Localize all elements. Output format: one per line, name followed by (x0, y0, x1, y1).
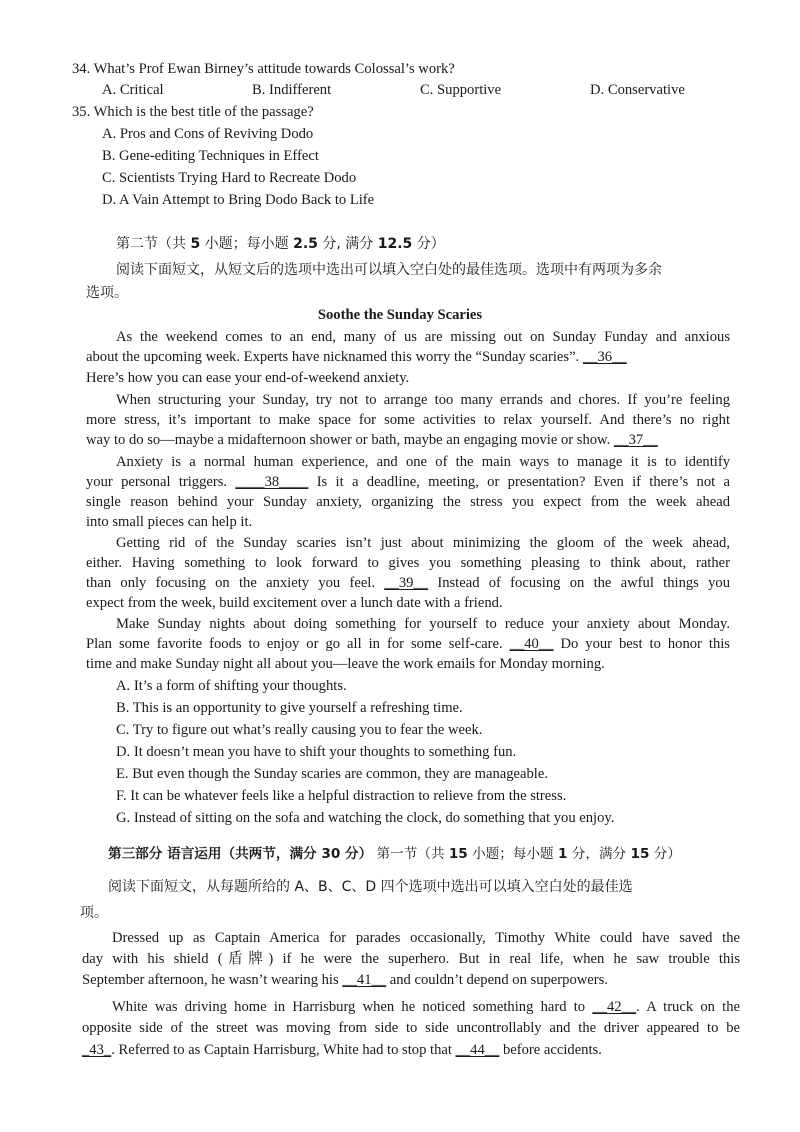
section2-header: 第二节（共 5 小题；每小题 2.5 分, 满分 12.5 分） (116, 236, 445, 252)
blank-43: _43_ (82, 1042, 112, 1058)
passage-p3-line1: Anxiety is a normal human experience, and one of the main ways to manage it is to identify (116, 454, 730, 470)
blank-38: ____38____ (235, 474, 309, 490)
q35-stem: 35. Which is the best title of the passage? (72, 104, 314, 120)
passage-p1-line2: about the upcoming week. Experts have nicknamed this worry the “Sunday scaries”. __36__ (86, 349, 627, 365)
cloze-p2-line2: opposite side of the street was moving from side to side uncontrollably and the driver appeared to be (82, 1020, 740, 1036)
passage-p4-line1: Getting rid of the Sunday scaries isn’t just about minimizing the gloom of the week ahead, (116, 535, 730, 551)
choice-c: C. Try to figure out what’s really causing you to fear the week. (116, 722, 483, 738)
passage-p3-line4: into small pieces can help it. (86, 514, 253, 530)
part3-instruction-line2: 项。 (80, 905, 108, 921)
cloze-p2-line1: White was driving home in Harrisburg when he noticed something hard to __42__. A truck on the (112, 999, 740, 1015)
section2-instruction-line1: 阅读下面短文，从短文后的选项中选出可以填入空白处的最佳选项。选项中有两项为多余 (116, 262, 662, 278)
choice-b: B. This is an opportunity to give yourself a refreshing time. (116, 700, 463, 716)
choice-a: A. It’s a form of shifting your thoughts. (116, 678, 347, 694)
cloze-p1-line2: day with his shield (盾牌) if he were the superhero. But in real life, when he saw trouble this (82, 951, 740, 967)
passage-p1-line1: As the weekend comes to an end, many of us are missing out on Sunday Funday and anxious (116, 329, 730, 345)
passage-p3-line2: your personal triggers. ____38____ Is it a deadline, meeting, or presentation? Even if there’s not a (86, 474, 730, 490)
q35-option-b: B. Gene-editing Techniques in Effect (102, 148, 319, 164)
q34-stem: 34. What’s Prof Ewan Birney’s attitude towards Colossal’s work? (72, 61, 455, 77)
passage-p4-line4: expect from the week, build excitement over a lunch date with a friend. (86, 595, 503, 611)
cloze-p2-line3: _43_. Referred to as Captain Harrisburg, White had to stop that __44__ before accidents. (82, 1042, 602, 1058)
cloze-p1-line3: September afternoon, he wasn’t wearing his __41__ and couldn’t depend on superpowers. (82, 972, 608, 988)
q35-option-d: D. A Vain Attempt to Bring Dodo Back to Life (102, 192, 375, 208)
blank-37: __37__ (613, 432, 658, 448)
part3-instruction-line1: 阅读下面短文，从每题所给的 A、B、C、D 四个选项中选出可以填入空白处的最佳选 (108, 879, 633, 895)
blank-41: __41__ (342, 972, 387, 988)
passage-p5-line1: Make Sunday nights about doing something for yourself to reduce your anxiety about Monday. (116, 616, 730, 632)
cloze-p1-line1: Dressed up as Captain America for parades occasionally, Timothy White could have saved the (112, 930, 740, 946)
blank-40: __40__ (509, 636, 554, 652)
passage-title: Soothe the Sunday Scaries (317, 307, 483, 323)
blank-44: __44__ (455, 1042, 500, 1058)
blank-39: __39__ (384, 575, 429, 591)
choice-d: D. It doesn’t mean you have to shift your thoughts to something fun. (116, 744, 517, 760)
q34-option-a: A. Critical (102, 82, 164, 98)
q35-option-a: A. Pros and Cons of Reviving Dodo (102, 126, 314, 142)
passage-p5-line2: Plan some favorite foods to enjoy or go all in for some self-care. __40__ Do your best to honor this (86, 636, 730, 652)
passage-p4-line2: either. Having something to look forward to gives you something pleasing to think about, rather (86, 555, 730, 571)
passage-p1-line3: Here’s how you can ease your end-of-weekend anxiety. (86, 370, 410, 386)
passage-p2-line3: way to do so—maybe a midafternoon shower or bath, maybe an engaging movie or show. __37__ (86, 432, 658, 448)
blank-36: __36__ (582, 349, 627, 365)
passage-p3-line3: single reason behind your Sunday anxiety, organizing the stress you expect from the week ahead (86, 494, 730, 510)
choice-g: G. Instead of sitting on the sofa and watching the clock, do something that you enjoy. (116, 810, 615, 826)
blank-42: __42__ (592, 999, 637, 1015)
q34-option-c: C. Supportive (420, 82, 502, 98)
passage-p5-line3: time and make Sunday night all about you—leave the work emails for Monday morning. (86, 656, 605, 672)
q34-option-b: B. Indifferent (252, 82, 332, 98)
passage-p4-line3: than only focusing on the anxiety you feel. __39__ Instead of focusing on the awful things you (86, 575, 731, 591)
choice-f: F. It can be whatever feels like a helpful distraction to relieve from the stress. (116, 788, 567, 804)
passage-p2-line2: more stress, it’s important to make space for some activities to relax yourself. And there’s no right (86, 412, 730, 428)
section2-instruction-line2: 选项。 (86, 285, 128, 301)
choice-e: E. But even though the Sunday scaries are common, they are manageable. (116, 766, 548, 782)
passage-p2-line1: When structuring your Sunday, try not to arrange too many errands and chores. If you’re feeling (116, 392, 730, 408)
q35-option-c: C. Scientists Trying Hard to Recreate Dodo (102, 170, 357, 186)
q34-option-d: D. Conservative (590, 82, 685, 98)
part3-header: 第三部分 语言运用（共两节，满分 30 分） 第一节（共 15 小题；每小题 1 分，满分 15 分） (108, 846, 681, 862)
